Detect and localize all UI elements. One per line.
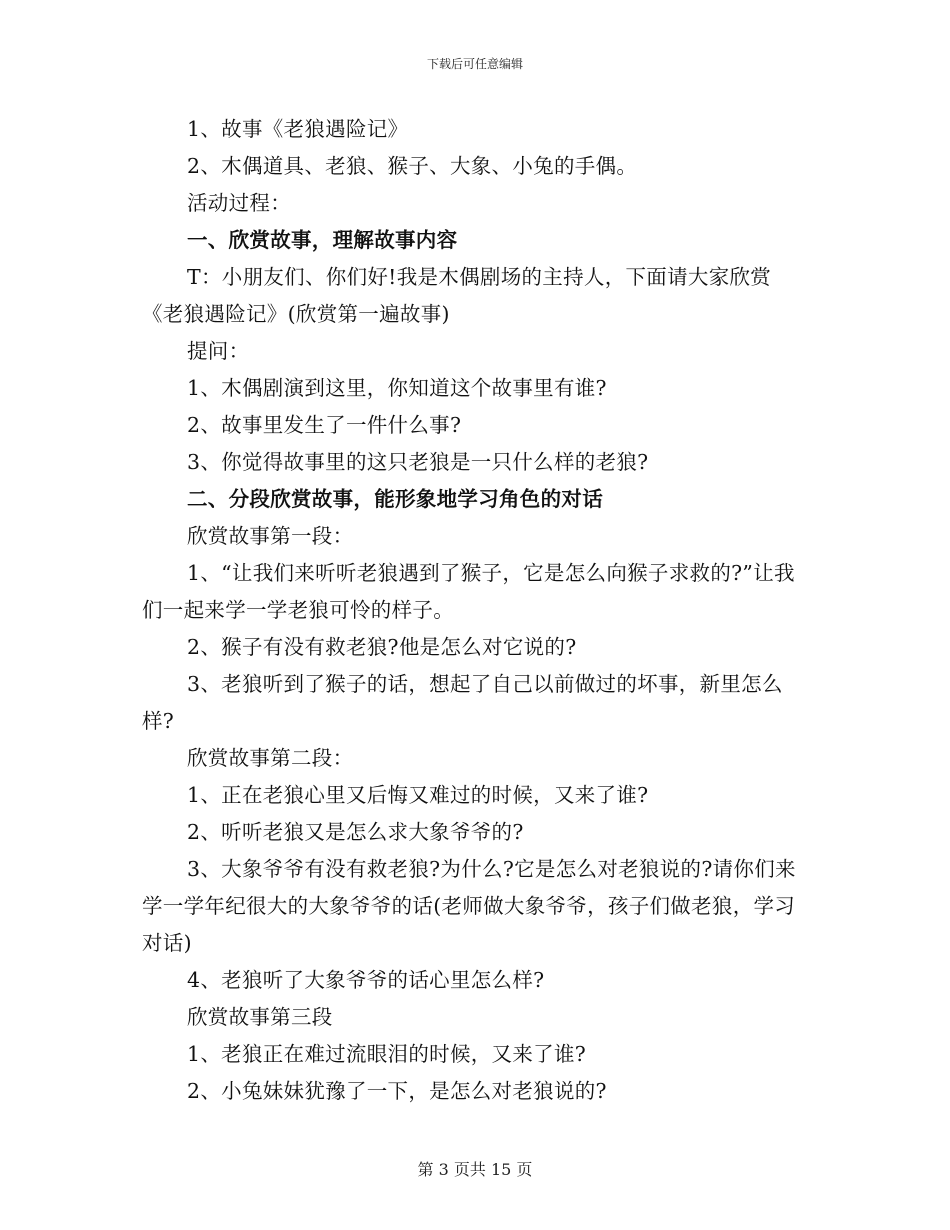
paragraph: T：小朋友们、你们好!我是木偶剧场的主持人，下面请大家欣赏《老狼遇险记》(欣赏第一遍故事) — [142, 265, 772, 326]
paragraph: 1、木偶剧演到这里，你知道这个故事里有谁? — [187, 376, 607, 400]
paragraph: 活动过程： — [187, 191, 291, 215]
document-body — [142, 111, 812, 1110]
paragraph: 4、老狼听了大象爷爷的话心里怎么样? — [187, 968, 545, 992]
section-heading: 二、分段欣赏故事，能形象地学习角色的对话 — [187, 487, 603, 511]
paragraph: 2、木偶道具、老狼、猴子、大象、小兔的手偶。 — [187, 154, 638, 178]
paragraph: 3、老狼听到了猴子的话，想起了自己以前做过的坏事，新里怎么样? — [142, 672, 783, 733]
paragraph: 欣赏故事第二段： — [187, 746, 354, 770]
paragraph: 3、大象爷爷有没有救老狼?为什么?它是怎么对老狼说的?请你们来学一学年纪很大的大象爷爷的话(老师做大象爷爷，孩子们做老狼，学习对话) — [142, 857, 796, 955]
paragraph: 1、故事《老狼遇险记》 — [187, 117, 409, 141]
paragraph: 2、听听老狼又是怎么求大象爷爷的? — [187, 820, 524, 844]
paragraph: 2、猴子有没有救老狼?他是怎么对它说的? — [187, 635, 577, 659]
paragraph: 2、故事里发生了一件什么事? — [187, 413, 462, 437]
paragraph: 1、正在老狼心里又后悔又难过的时候，又来了谁? — [187, 783, 649, 807]
paragraph: 1、“让我们来听听老狼遇到了猴子，它是怎么向猴子求救的?”让我们一起来学一学老狼可怜的样子。 — [142, 561, 795, 622]
page-footer: 第 3 页共 15 页 — [417, 1160, 533, 1179]
paragraph: 3、你觉得故事里的这只老狼是一只什么样的老狼? — [187, 450, 649, 474]
paragraph: 2、小兔妹妹犹豫了一下，是怎么对老狼说的? — [187, 1079, 607, 1103]
paragraph: 1、老狼正在难过流眼泪的时候，又来了谁? — [187, 1042, 587, 1066]
paragraph: 欣赏故事第一段： — [187, 524, 354, 548]
paragraph: 提问： — [187, 339, 250, 363]
section-heading: 一、欣赏故事，理解故事内容 — [187, 228, 458, 252]
page-header: 下载后可任意编辑 — [426, 57, 523, 71]
paragraph: 欣赏故事第三段 — [187, 1005, 333, 1029]
